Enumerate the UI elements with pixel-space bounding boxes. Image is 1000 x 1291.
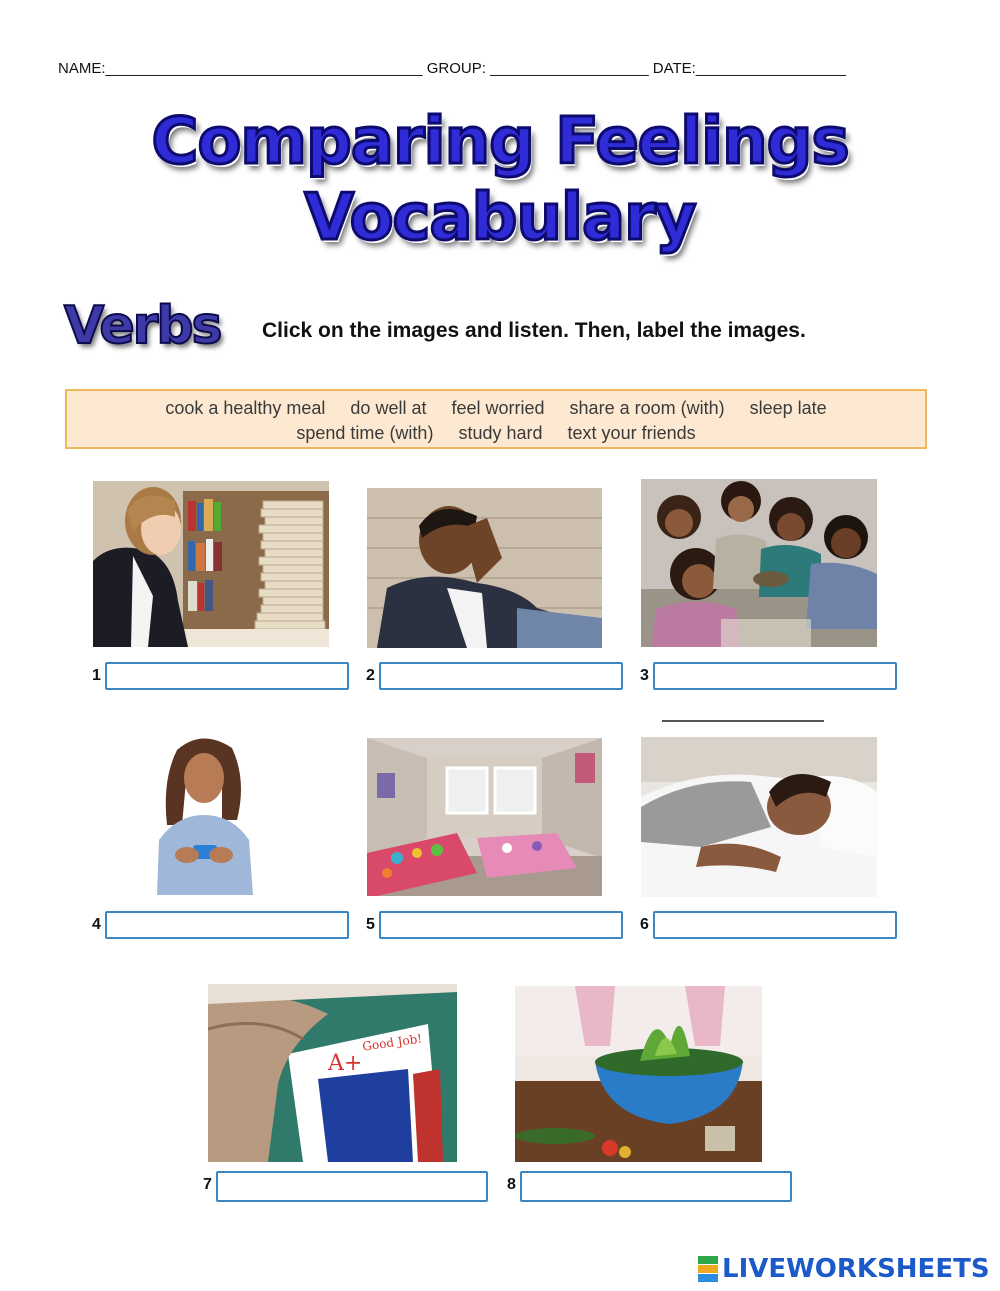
answer-input-2[interactable] — [379, 662, 623, 690]
word-bank-item: feel worried — [451, 398, 545, 418]
name-blank: ______________________________________ — [105, 60, 423, 77]
word-bank-item: share a room (with) — [569, 398, 725, 418]
liveworksheets-logo[interactable] — [698, 1254, 990, 1284]
item-number-1: 1 — [92, 667, 101, 684]
image-4-texting[interactable] — [137, 730, 272, 895]
image-2-worried[interactable] — [367, 488, 602, 648]
logo-text: LIVEWORKSHEETS — [722, 1254, 990, 1284]
divider-line — [662, 720, 824, 722]
worksheet-title — [0, 104, 1000, 256]
word-bank — [65, 389, 927, 449]
word-bank-item: spend time (with) — [296, 423, 434, 443]
image-7-good-grade[interactable] — [208, 984, 457, 1162]
answer-input-1[interactable] — [105, 662, 349, 690]
title-line-2: Vocabulary — [304, 181, 696, 255]
item-number-7: 7 — [203, 1176, 212, 1193]
instructions: Click on the images and listen. Then, label the images. — [262, 319, 806, 342]
student-info-line — [58, 60, 846, 77]
date-blank: __________________ — [695, 60, 846, 77]
answer-input-3[interactable] — [653, 662, 897, 690]
word-bank-row-2 — [67, 421, 925, 446]
image-8-salad[interactable] — [515, 986, 762, 1162]
image-6-sleeping[interactable] — [641, 737, 877, 897]
group-label: GROUP: — [426, 60, 486, 77]
name-label: NAME: — [58, 60, 106, 77]
item-number-2: 2 — [366, 667, 375, 684]
date-label: DATE: — [652, 60, 696, 77]
answer-input-6[interactable] — [653, 911, 897, 939]
item-number-6: 6 — [640, 916, 649, 933]
item-number-3: 3 — [640, 667, 649, 684]
answer-input-4[interactable] — [105, 911, 349, 939]
word-bank-item: study hard — [458, 423, 543, 443]
item-number-4: 4 — [92, 916, 101, 933]
image-1-studying[interactable] — [93, 481, 329, 647]
section-heading: Verbs — [64, 296, 221, 356]
grade-mark: A+ — [328, 1051, 363, 1076]
group-blank: ___________________ — [490, 60, 649, 77]
item-number-5: 5 — [366, 916, 375, 933]
title-line-1: Comparing Feelings — [151, 105, 849, 179]
image-5-bedroom[interactable] — [367, 738, 602, 896]
word-bank-item: text your friends — [567, 423, 696, 443]
item-number-8: 8 — [507, 1176, 516, 1193]
word-bank-row-1 — [67, 396, 925, 421]
answer-input-5[interactable] — [379, 911, 623, 939]
word-bank-item: do well at — [350, 398, 427, 418]
liveworksheets-cube-icon — [698, 1256, 718, 1282]
word-bank-item: sleep late — [749, 398, 827, 418]
answer-input-7[interactable] — [216, 1171, 488, 1202]
word-bank-item: cook a healthy meal — [165, 398, 326, 418]
teacher-note: Good Job! — [361, 1031, 423, 1054]
image-3-friends[interactable] — [641, 479, 877, 647]
answer-input-8[interactable] — [520, 1171, 792, 1202]
